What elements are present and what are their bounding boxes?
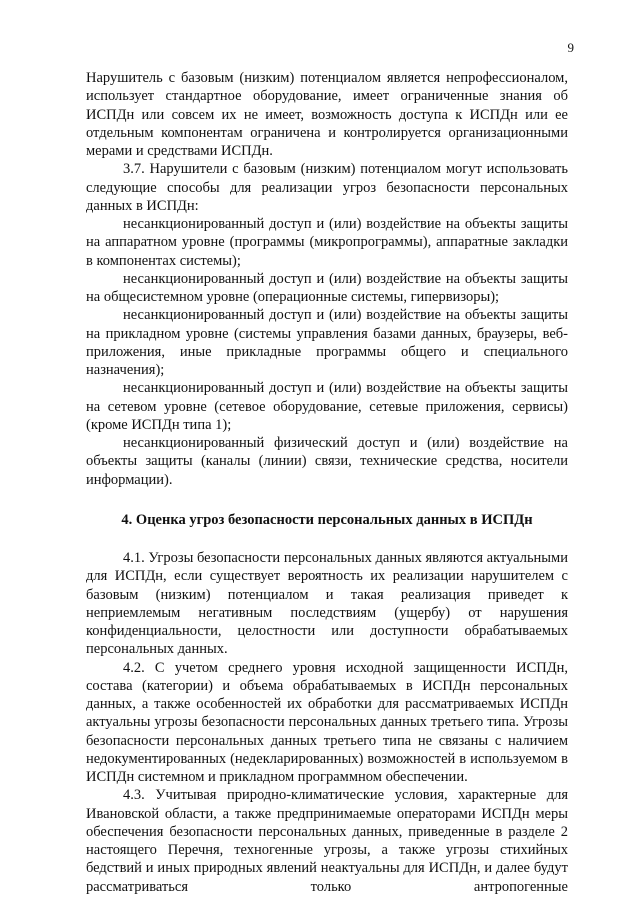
document-body — [86, 69, 568, 896]
list-item: несанкционированный доступ и (или) воздействие на объекты защиты на прикладном уровне (системы управления базами данных, браузеры, веб-приложения, иные прикладные программы общего и специального назначения); — [86, 307, 568, 378]
paragraph-3-7: 3.7. Нарушители с базовым (низким) потенциалом могут использовать следующие способы для реализации угроз безопасности персональных данных в ИСПДн: — [86, 161, 568, 214]
paragraph-4-3: 4.3. Учитывая природно-климатические условия, характерные для Ивановской области, а также предпринимаемые операторами ИСПДн меры обеспечения безопасности персональных данных, приведенные в разделе 2 настоящего Перечня, техногенные угрозы, а также угрозы стихийных бедствий и иных природных явлений неактуальны для ИСПДн, и далее будут рассматриваться только антропогенные — [86, 787, 568, 895]
list-item: несанкционированный доступ и (или) воздействие на объекты защиты на общесистемном уровне (операционные системы, гипервизоры); — [86, 270, 568, 305]
page-number: 9 — [567, 40, 574, 55]
list-item: несанкционированный доступ и (или) воздействие на объекты защиты на сетевом уровне (сетевое оборудование, сетевые приложения, сервисы) (кроме ИСПДн типа 1); — [86, 380, 568, 433]
paragraph-4-1: 4.1. Угрозы безопасности персональных данных являются актуальными для ИСПДн, если существует вероятность их реализации нарушителем с базовым (низким) потенциалом и такая реализация приведет к неприемлемым негативным последствиям (ущербу) от нарушения конфиденциальности, целостности или доступности обрабатываемых персональных данных. — [86, 550, 568, 658]
list-item: несанкционированный доступ и (или) воздействие на объекты защиты на аппаратном уровне (программы (микропрограммы), аппаратные закладки в компонентах системы); — [86, 216, 568, 269]
paragraph-4-2: 4.2. С учетом среднего уровня исходной защищенности ИСПДн, состава (категории) и объема обрабатываемых в ИСПДн персональных данных, а также особенностей их обработки для рассматриваемых ИСПДн актуальны угрозы безопасности персональных данных третьего типа. Угрозы безопасности персональных данных третьего типа не связаны с наличием недокументированных (недекларированных) возможностей в используемом в ИСПДн системном и прикладном программном обеспечении. — [86, 659, 568, 785]
section-heading: 4. Оценка угроз безопасности персональных данных в ИСПДн — [121, 511, 533, 528]
intro-paragraph: Нарушитель с базовым (низким) потенциалом является непрофессионалом, использует стандартное оборудование, имеет ограниченные знания об ИСПДн или совсем их не имеет, возможность доступа к ИСПДн или ее отдельным компонентам ограничена и контролируется организационными мерами и средствами ИСПДн. — [86, 70, 568, 159]
list-item: несанкционированный физический доступ и (или) воздействие на объекты защиты (каналы (линии) связи, технические средства, носители информации). — [86, 435, 568, 488]
